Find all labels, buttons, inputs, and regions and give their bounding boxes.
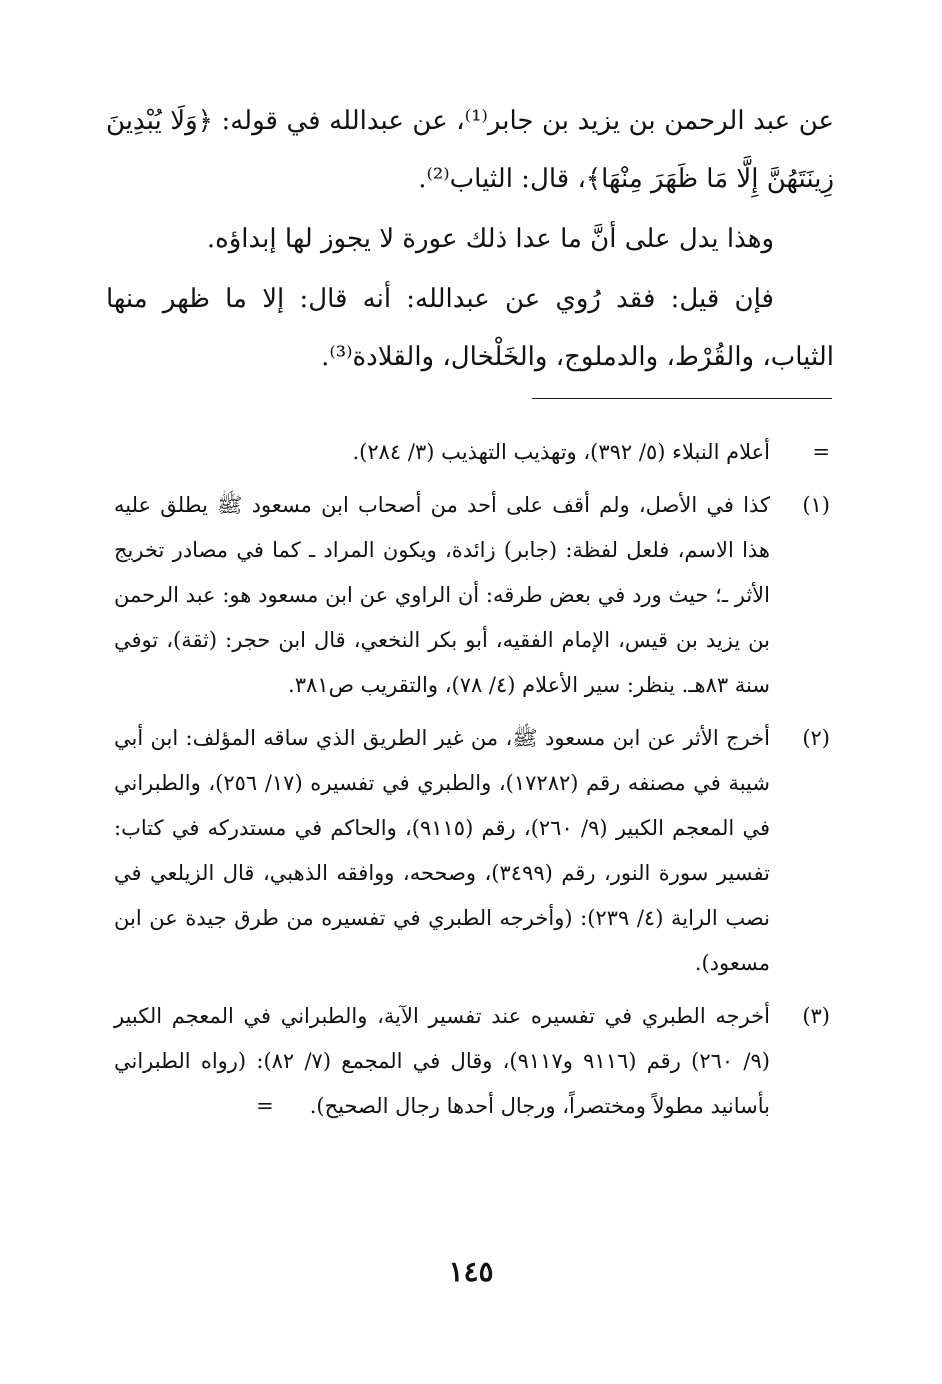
continuation-text: أعلام النبلاء (٥/ ٣٩٢)، وتهذيب التهذيب (٣/ ٢٨٤).: [352, 440, 770, 464]
footnote-3-body: أخرجه الطبري في تفسيره عند تفسير الآية، والطبراني في المعجم الكبير (٩/ ٢٦٠) رقم (٩١١٦ و٩١١٧)، وقال في المجمع (٧/ ٨٢): (رواه الطبراني بأسانيد مطولاً ومختصراً، ورجال أحدها رجال الصحيح).: [114, 1004, 770, 1118]
continuation-marker: =: [812, 440, 830, 464]
main-paragraph-3: فإن قيل: فقد رُوي عن عبدالله: أنه قال: إلا ما ظهر منها الثياب، والقُرْط، والدملوج، والخَلْخال، والقلادة⁽³⁾.: [106, 284, 834, 372]
main-paragraph-2: وهذا يدل على أنَّ ما عدا ذلك عورة لا يجوز لها إبداؤه.: [206, 224, 774, 254]
footnote-continuation: [114, 430, 830, 475]
footnote-1-number: (١): [802, 493, 830, 517]
footnote-3-text: [114, 994, 770, 1129]
footnotes: [114, 430, 830, 1137]
footnote-1: [114, 483, 830, 708]
main-text: [106, 92, 834, 386]
footnote-2: [114, 716, 830, 986]
footnote-1-text: كذا في الأصل، ولم أقف على أحد من أصحاب ابن مسعود ﷺ يطلق عليه هذا الاسم، فلعل لفظة: (جابر) زائدة، ويكون المراد ـ كما في مصادر تخريج الأثر ـ؛ حيث ورد في بعض طرقه: أن الراوي عن ابن مسعود هو: عبد الرحمن بن يزيد بن قيس، الإمام الفقيه، أبو بكر النخعي، قال ابن حجر: (ثقة)، توفي سنة ٨٣هـ. ينظر: سير الأعلام (٤/ ٧٨)، والتقريب ص٣٨١.: [114, 493, 770, 697]
footnote-3-continuation-marker: =: [256, 1094, 274, 1118]
footnote-3-number: (٣): [802, 1004, 830, 1028]
footnote-2-text: أخرج الأثر عن ابن مسعود ﷺ، من غير الطريق الذي ساقه المؤلف: ابن أبي شيبة في مصنفه رقم (١٧٢٨٢)، والطبري في تفسيره (١٧/ ٢٥٦)، والطبراني في المعجم الكبير (٩/ ٢٦٠)، رقم (٩١١٥)، والحاكم في مستدركه في كتاب: تفسير سورة النور، رقم (٣٤٩٩)، وصححه، ووافقه الذهبي، قال الزيلعي في نصب الراية (٤/ ٢٣٩): (وأخرجه الطبري في تفسيره من طرق جيدة عن ابن مسعود).: [114, 726, 770, 975]
footnote-2-number: (٢): [802, 726, 830, 750]
page-number: ١٤٥: [448, 1255, 494, 1288]
main-paragraph-1: عن عبد الرحمن بن يزيد بن جابر⁽¹⁾، عن عبدالله في قوله: ﴿وَلَا يُبْدِينَ زِينَتَهُنَّ إِلَّا مَا ظَهَرَ مِنْهَا﴾، قال: الثياب⁽²⁾.: [106, 106, 834, 194]
footnote-3: [114, 994, 830, 1129]
footnote-separator: [532, 398, 832, 399]
